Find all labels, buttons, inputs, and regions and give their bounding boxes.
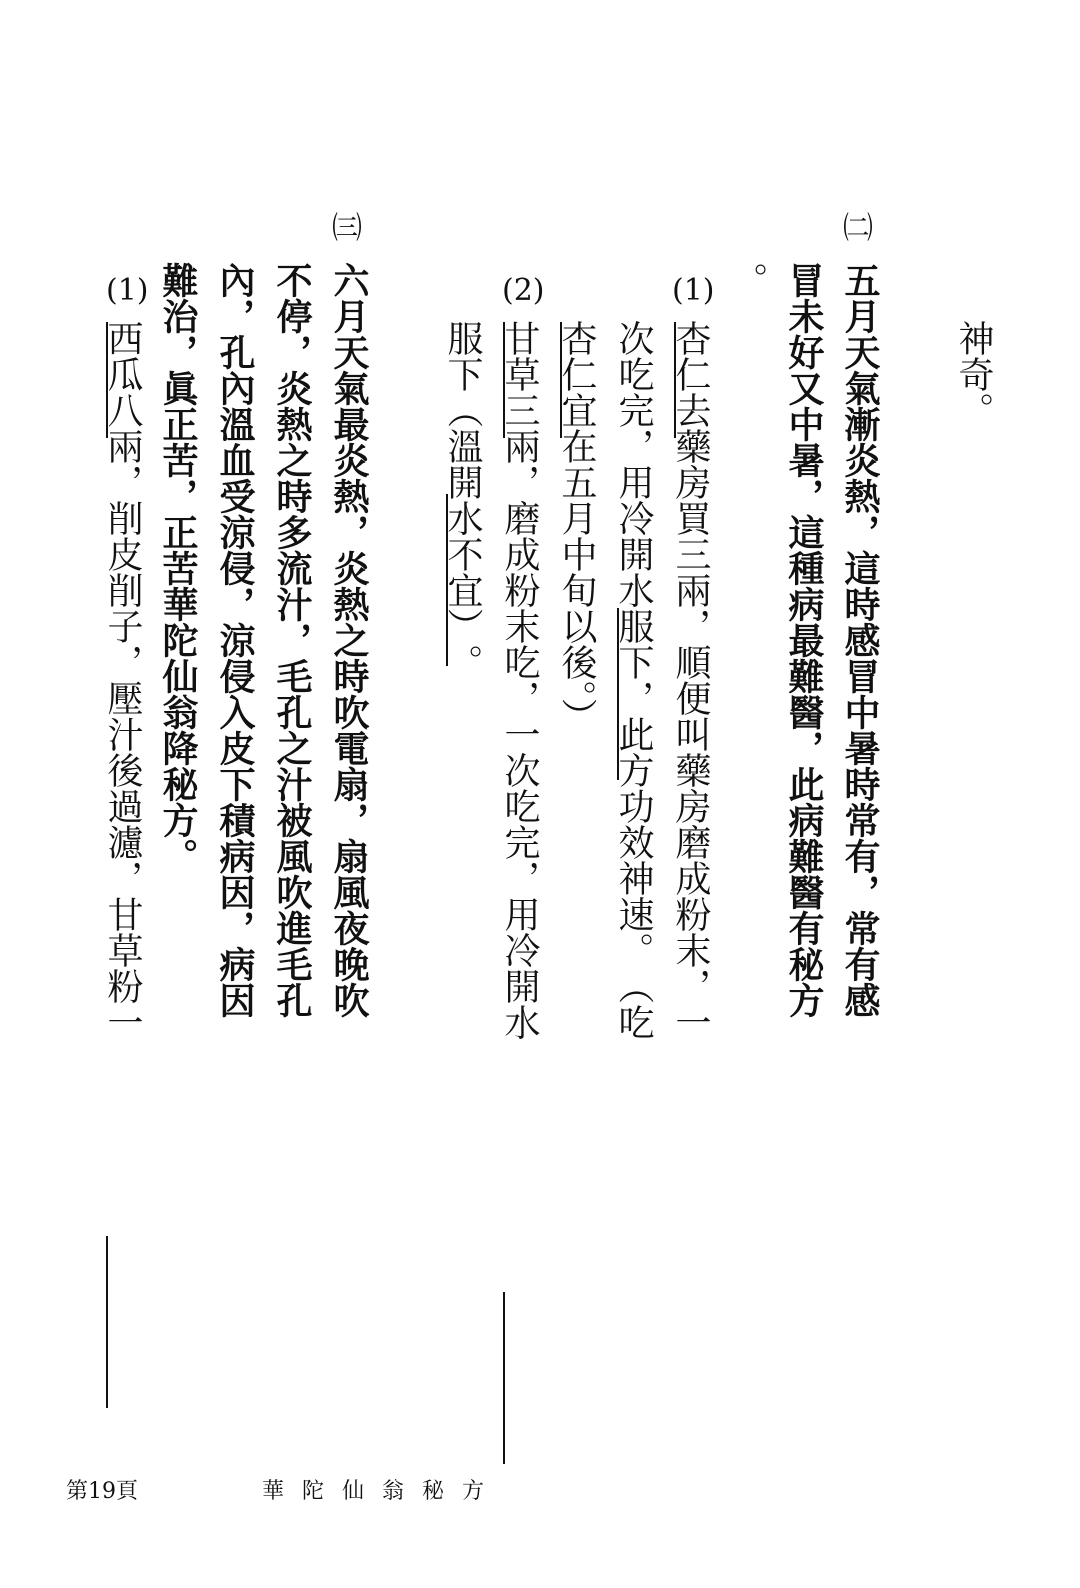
text-column-8: 甘草三兩，磨成粉末吃，一次吃完，用冷開水 [499,320,540,1040]
text-column-3: 冒未好又中暑，這種病最難醫，此病難醫有秘方 [783,262,825,1018]
book-title: 華陀仙翁秘方 [262,1479,503,1504]
name-line [503,1292,505,1464]
section-mark-2: ㈡ [843,211,873,246]
text-column-12: 內，孔內溫血受涼侵，涼侵入皮下積病因，病因 [214,262,256,1018]
text-column-7: 杏仁宜在五月中旬以後。︶ [556,320,597,734]
item-mark-2: (2) [502,273,545,308]
name-line [674,322,676,438]
text-column-5: 杏仁去藥房買三兩，順便叫藥房磨成粉末，一 [670,320,711,1040]
text-column-11: 不停，炎熱之時多流汁，毛孔之汁被風吹進毛孔 [271,262,313,1018]
text-column-4: 。 [727,262,768,298]
text-column-10: 六月天氣最炎熱，炎熱之時吹電扇，扇風夜晚吹 [328,262,370,1018]
text-column-9: 服下︵溫開水不宜︶。 [442,320,483,680]
text-column-6: 次吃完，用冷開水服下，此方功效神速。︵吃 [613,320,654,1040]
text-column-13: 難治，眞正苦，正苦華陀仙翁降秘方。 [157,262,199,874]
name-line [106,1236,108,1408]
text-column-1: 神奇。 [953,320,994,428]
section-mark-3: ㈢ [332,211,362,246]
name-line [503,322,505,438]
page-number: 第19頁 [66,1479,138,1504]
name-line [617,608,619,780]
text-column-2: 五月天氣漸炎熱，這時感冒中暑時常有，常有感 [839,262,881,1018]
name-line [560,322,562,438]
name-line [446,494,448,666]
item-mark-1a: (1) [672,273,715,308]
item-mark-1b: (1) [106,273,149,308]
name-line [106,322,108,438]
text-column-14: 西瓜八兩，削皮削子，壓汁後過濾，甘草粉一 [102,320,143,1040]
